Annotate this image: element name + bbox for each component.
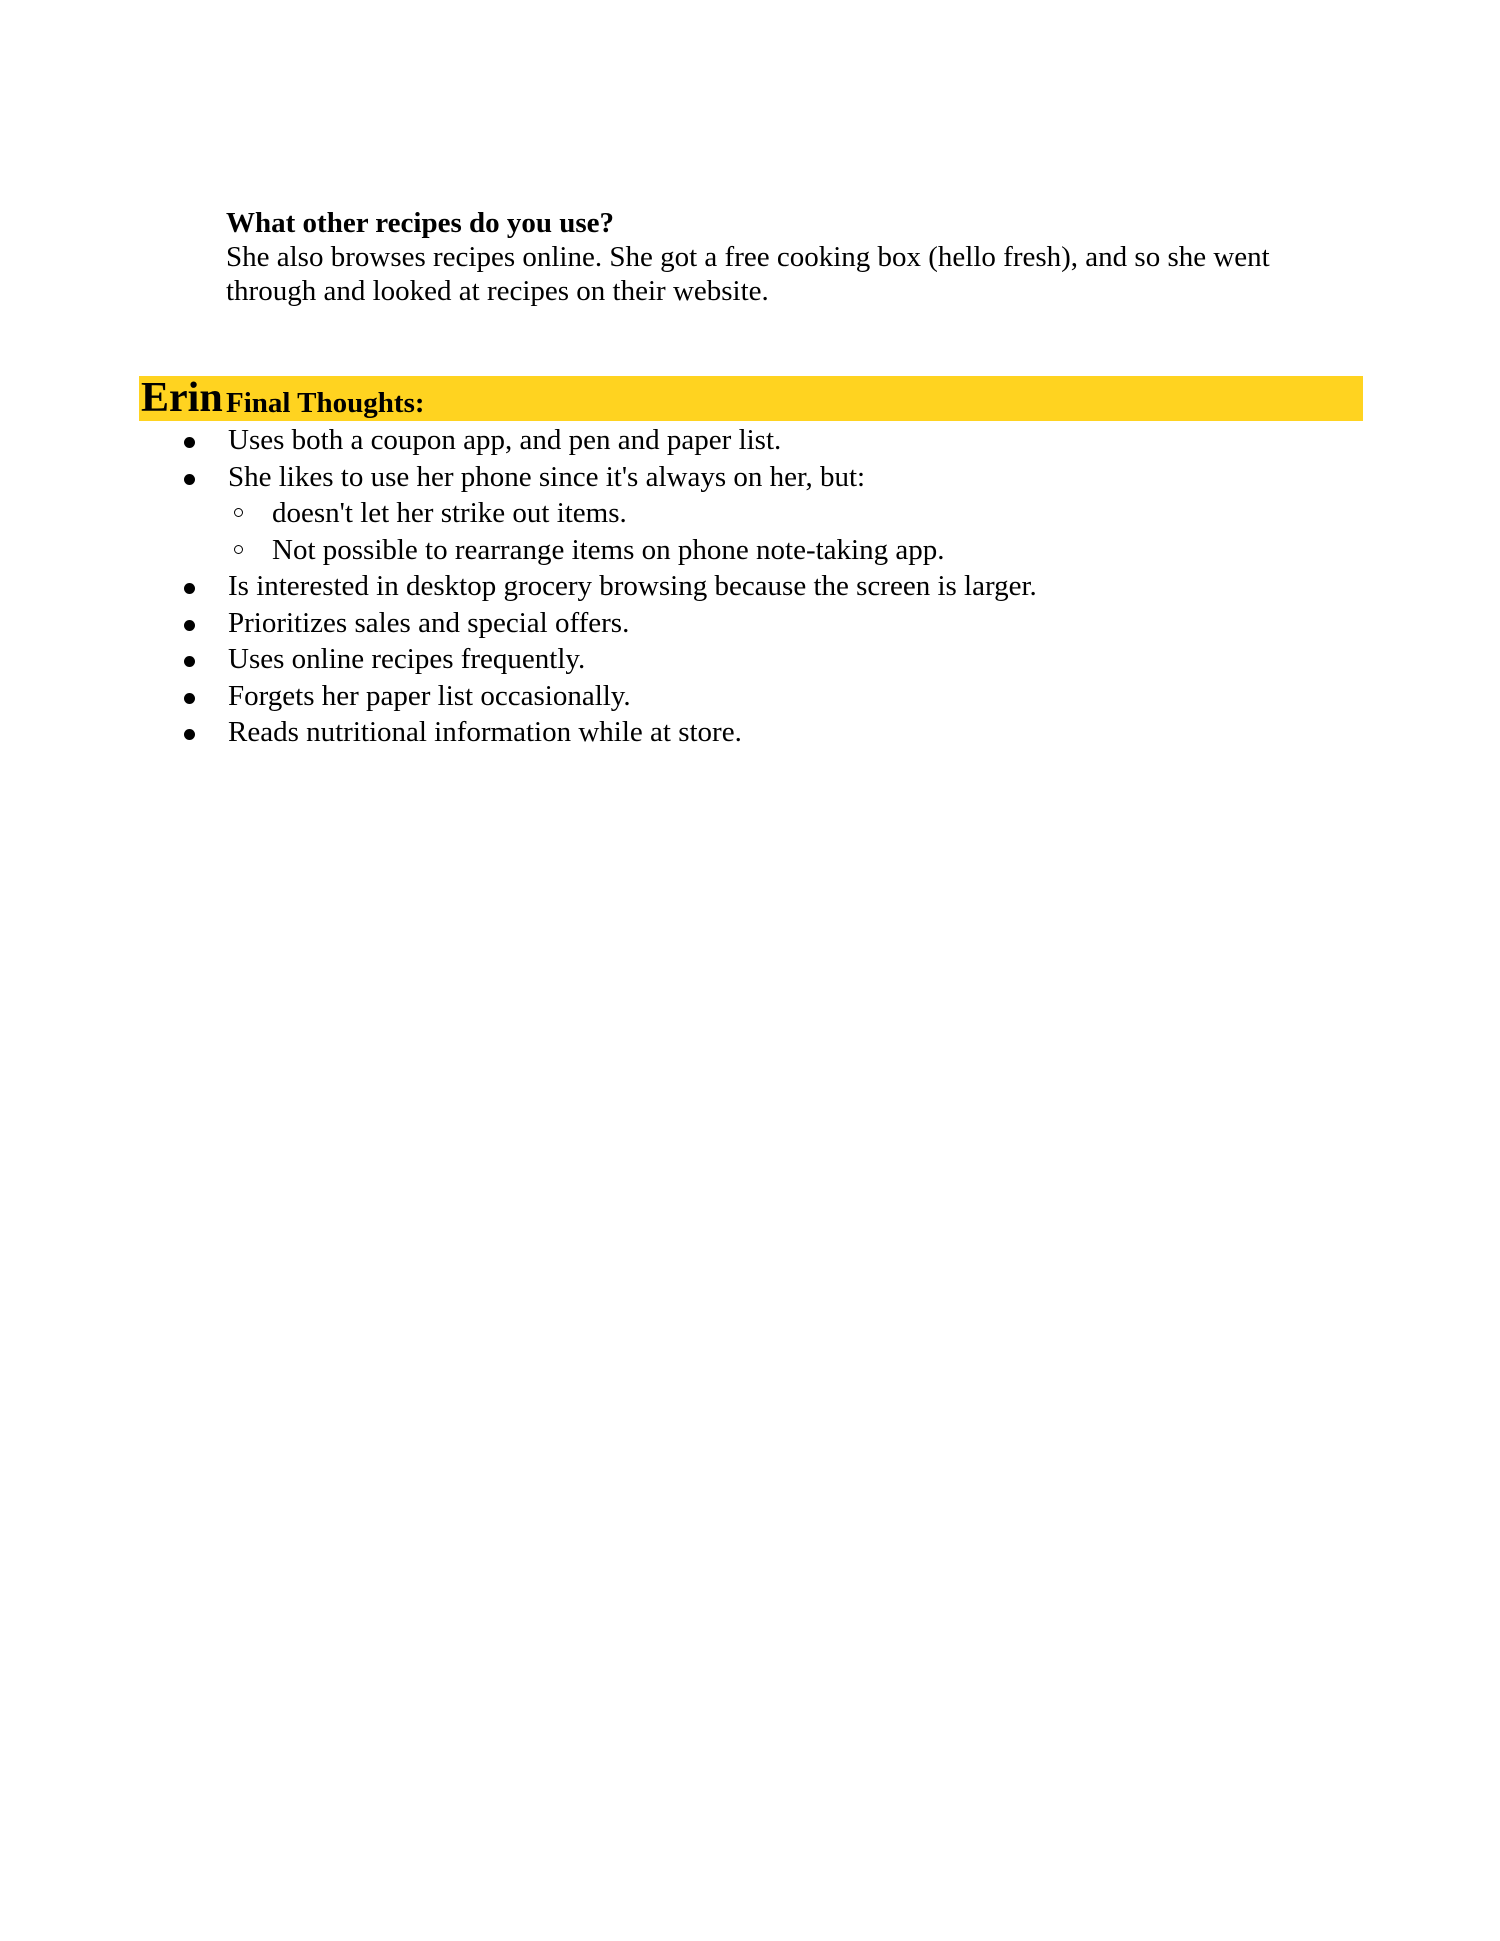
sub-list-item [0,495,1400,532]
list-item-text: Is interested in desktop grocery browsing because the screen is larger. [228,570,1037,602]
bullet-icon [184,620,195,631]
list-item [0,714,1400,751]
bullet-icon [184,729,195,740]
answer-line: She also browses recipes online. She got a free cooking box (hello fresh), and so she went [226,241,1270,273]
list-item [0,422,1400,459]
bullet-icon [184,583,195,594]
bullet-icon [184,474,195,485]
list-item-text: Forgets her paper list occasionally. [228,679,631,712]
hollow-bullet-icon [234,508,243,517]
sub-list-item-text: doesn't let her strike out items. [272,497,627,529]
list-item [0,568,1400,605]
list-item-text: She likes to use her phone since it's always on her, but: [228,460,866,493]
qa-block [226,206,1326,308]
list-item [0,605,1400,642]
list-item-text: Reads nutritional information while at store. [228,716,742,748]
answer-line: through and looked at recipes on their website. [226,275,769,307]
participant-name: Erin [141,375,223,421]
question-heading: What other recipes do you use? [226,207,615,239]
bullet-icon [184,656,195,667]
bullet-icon [184,693,195,704]
list-item [0,641,1400,678]
list-item [0,678,1400,715]
final-thoughts-header [139,376,1363,421]
hollow-bullet-icon [234,545,243,554]
list-item-text: Uses online recipes frequently. [228,643,586,675]
list-item-text: Prioritizes sales and special offers. [228,606,630,639]
final-thoughts-list [0,422,1400,751]
list-item-text: Uses both a coupon app, and pen and paper list. [228,424,782,456]
bullet-icon [184,437,195,448]
section-title: Final Thoughts: [226,387,425,419]
sub-list-item-text: Not possible to rearrange items on phone note-taking app. [272,533,945,566]
sub-list-item [0,532,1400,569]
list-item [0,459,1400,496]
